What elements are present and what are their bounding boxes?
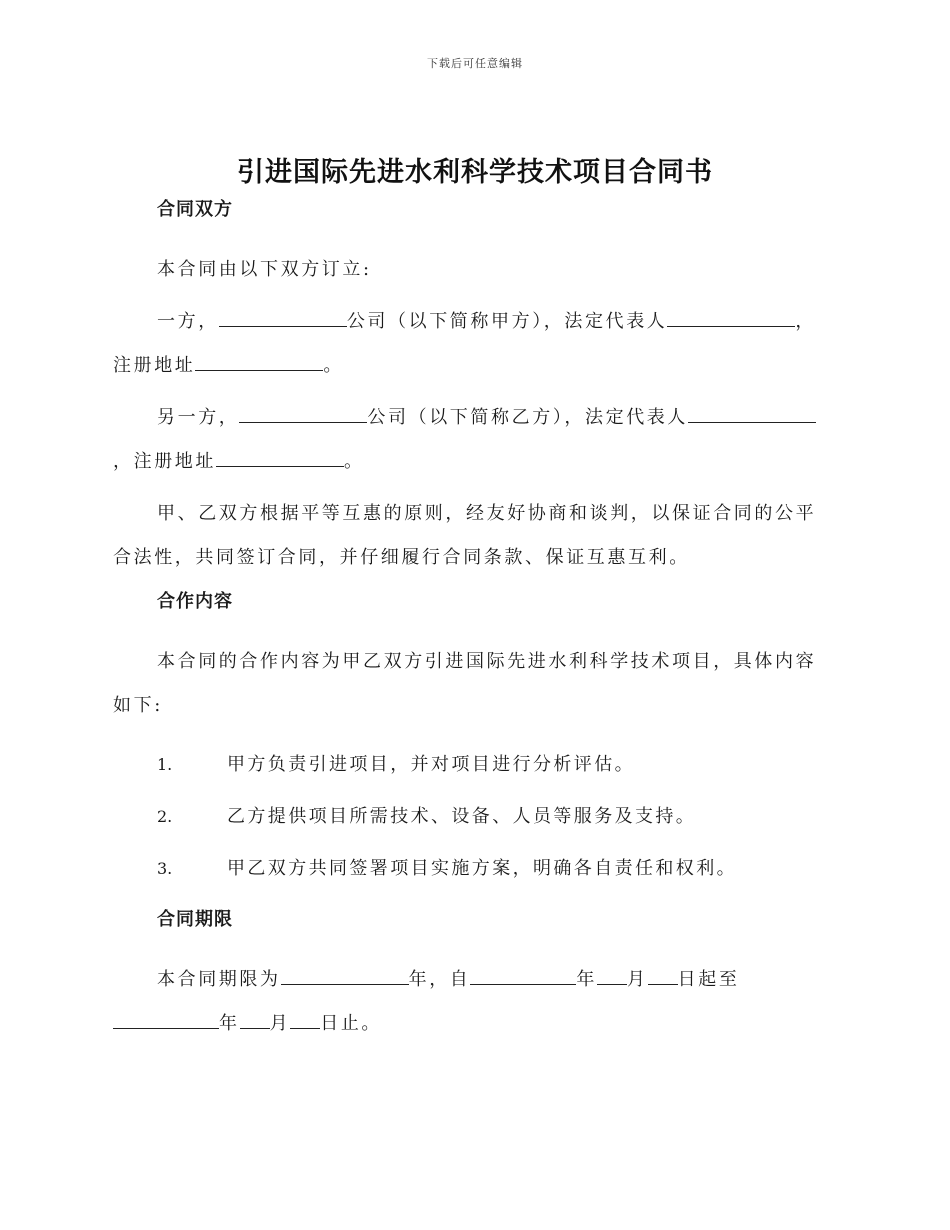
term-t8: 日止。 <box>320 1013 383 1034</box>
list-item <box>113 802 833 832</box>
section-heading-parties: 合同双方 <box>157 199 233 220</box>
end-year-blank[interactable] <box>113 1010 219 1029</box>
cooperation-intro: 本合同的合作内容为甲乙双方引进国际先进水利科学技术项目，具体内容如下: <box>113 651 817 716</box>
party-a-clause <box>113 300 833 388</box>
term-t1: 本合同期限为 <box>157 969 281 990</box>
end-day-blank[interactable] <box>290 1010 320 1029</box>
term-t6: 年 <box>219 1013 240 1034</box>
list-item-text: 乙方提供项目所需技术、设备、人员等服务及支持。 <box>227 806 697 827</box>
start-month-blank[interactable] <box>597 966 627 985</box>
term-t3: 年 <box>576 969 598 990</box>
parties-intro: 本合同由以下双方订立: <box>157 259 372 280</box>
party-a-mid1: 公司（以下简称甲方），法定代表人 <box>346 311 668 332</box>
term-t2: 年，自 <box>408 969 471 990</box>
party-a-mid2: ，注册地址 <box>113 311 817 376</box>
term-years-blank[interactable] <box>281 966 409 985</box>
party-b-end: 。 <box>344 451 365 472</box>
document-body <box>113 196 833 1054</box>
term-t7: 月 <box>269 1013 291 1034</box>
term-t5: 日起至 <box>677 969 740 990</box>
party-a-address-blank[interactable] <box>195 352 323 371</box>
list-item-number: 2. <box>157 807 173 826</box>
list-item <box>113 750 833 780</box>
party-b-mid1: 公司（以下简称乙方），法定代表人 <box>367 407 689 428</box>
document-title: 引进国际先进水利科学技术项目合同书 <box>237 157 713 188</box>
start-year-blank[interactable] <box>470 966 576 985</box>
party-a-prefix: 一方， <box>157 311 219 332</box>
party-b-representative-blank[interactable] <box>688 404 816 423</box>
party-b-address-blank[interactable] <box>216 448 344 467</box>
section-heading-cooperation: 合作内容 <box>157 591 233 612</box>
party-b-prefix: 另一方， <box>157 407 240 428</box>
principle-paragraph: 甲、乙双方根据平等互惠的原则，经友好协商和谈判，以保证合同的公平合法性，共同签订合同，并仔细履行合同条款、保证互惠互利。 <box>113 503 817 568</box>
start-day-blank[interactable] <box>648 966 678 985</box>
party-b-company-blank[interactable] <box>239 404 367 423</box>
header-note: 下载后可任意编辑 <box>427 57 523 70</box>
list-item-text: 甲方负责引进项目，并对项目进行分析评估。 <box>227 754 635 775</box>
party-a-company-blank[interactable] <box>219 308 347 327</box>
list-item <box>113 854 833 884</box>
party-a-representative-blank[interactable] <box>667 308 795 327</box>
party-a-end: 。 <box>323 355 345 376</box>
party-b-clause <box>113 396 833 484</box>
party-b-mid2: ，注册地址 <box>113 451 216 472</box>
term-clause <box>113 958 833 1046</box>
term-t4: 月 <box>627 969 648 990</box>
list-item-number: 1. <box>157 755 173 774</box>
list-item-text: 甲乙双方共同签署项目实施方案，明确各自责任和权利。 <box>227 858 737 879</box>
list-item-number: 3. <box>157 859 173 878</box>
end-month-blank[interactable] <box>240 1010 270 1029</box>
section-heading-term: 合同期限 <box>157 909 233 930</box>
